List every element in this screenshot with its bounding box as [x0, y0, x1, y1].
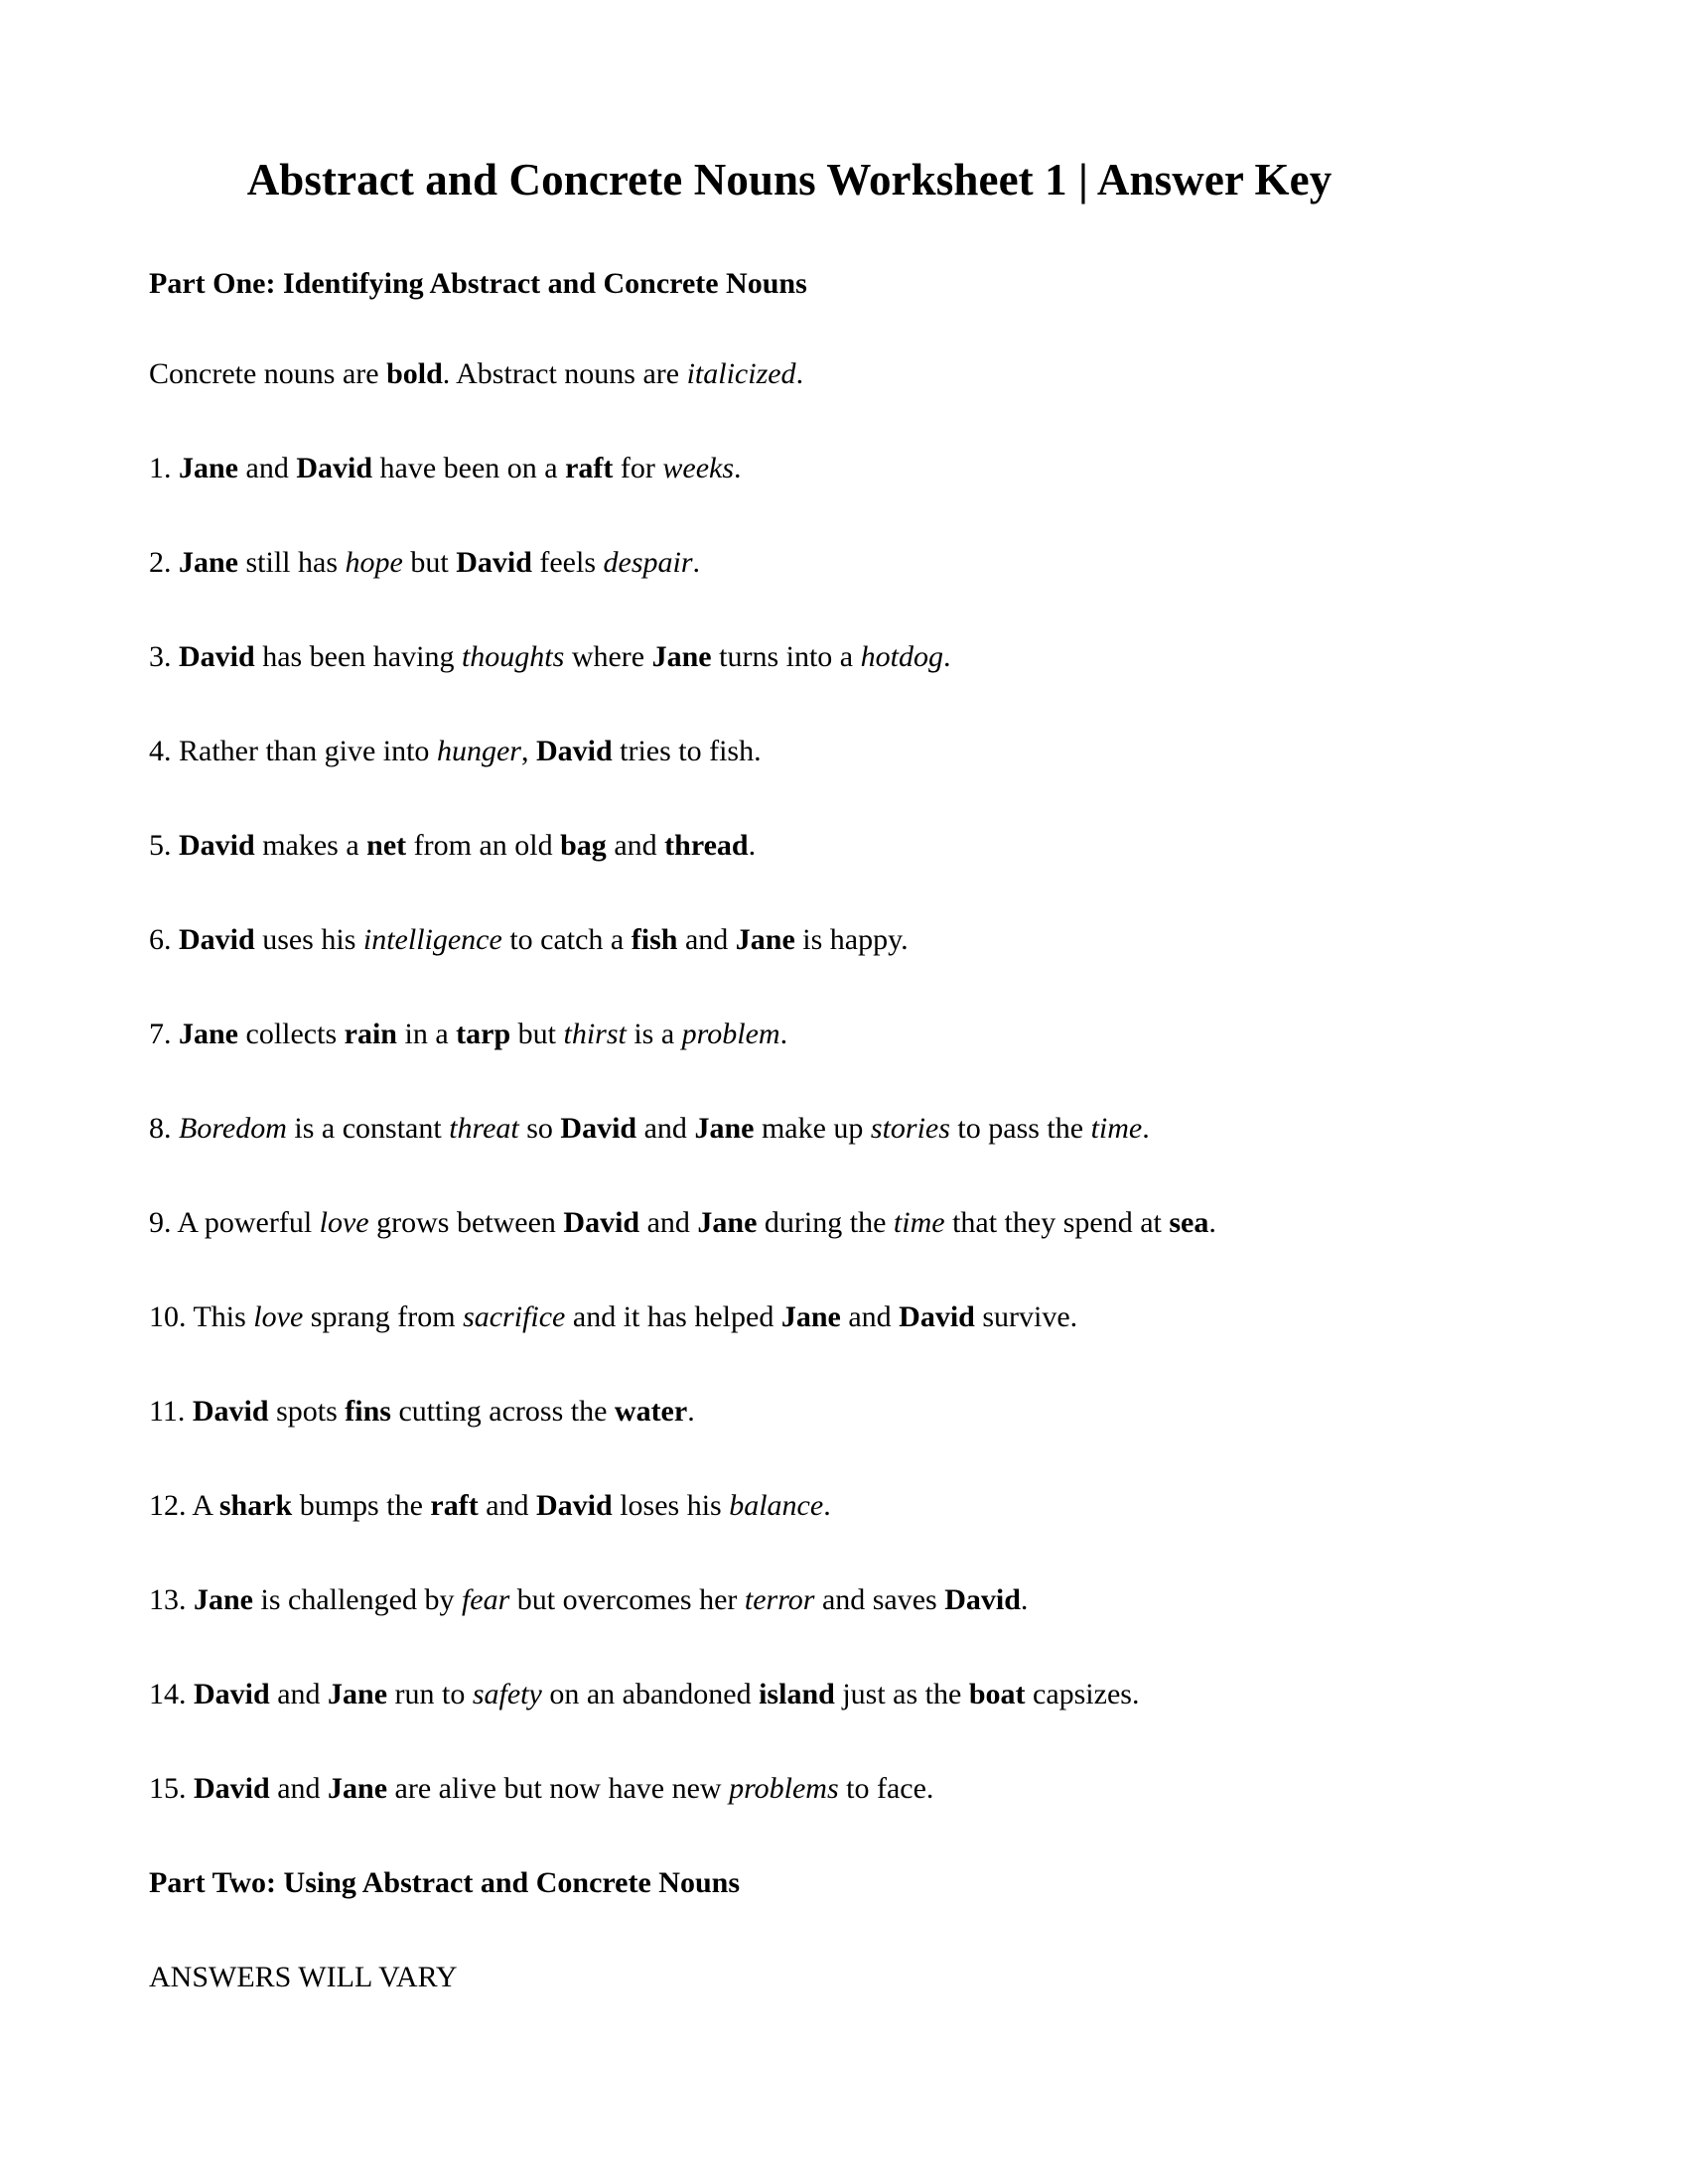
- text-segment-plain: .: [795, 357, 804, 391]
- text-segment-plain: are alive but now have new: [387, 1772, 730, 1806]
- text-segment-plain: where: [564, 640, 652, 674]
- text-segment-bold: Jane: [694, 1112, 755, 1146]
- text-segment-plain: feels: [531, 546, 604, 580]
- text-segment-italic: italicized: [686, 357, 796, 391]
- page-title: Abstract and Concrete Nouns Worksheet 1 | Answer Key: [246, 155, 1333, 205]
- text-segment-plain: 3.: [149, 640, 179, 674]
- text-segment-plain: in a: [396, 1018, 457, 1051]
- text-segment-plain: and: [238, 452, 297, 485]
- text-segment-plain: 1.: [149, 452, 179, 485]
- text-segment-bold: shark: [218, 1489, 293, 1523]
- text-segment-plain: .: [1208, 1206, 1216, 1240]
- text-segment-bold: David: [535, 735, 613, 768]
- text-segment-italic: love: [253, 1300, 304, 1334]
- text-segment-plain: 8.: [149, 1112, 179, 1146]
- text-segment-bold: tarp: [456, 1018, 511, 1051]
- text-segment-bold: water: [614, 1395, 688, 1429]
- text-segment-italic: hope: [345, 546, 403, 580]
- text-segment-plain: .: [779, 1018, 788, 1051]
- text-segment-italic: problem: [681, 1018, 780, 1051]
- text-segment-bold: Jane: [735, 923, 795, 957]
- list-item: [149, 922, 1539, 958]
- text-segment-bold: David: [563, 1206, 640, 1240]
- text-segment-plain: sprang from: [303, 1300, 464, 1334]
- text-segment-plain: 13.: [149, 1583, 194, 1617]
- text-segment-italic: hotdog: [860, 640, 943, 674]
- list-item: [149, 639, 1539, 675]
- text-segment-plain: .: [687, 1395, 695, 1429]
- text-segment-plain: still has: [238, 546, 346, 580]
- text-segment-plain: and: [269, 1678, 329, 1711]
- text-segment-bold: sea: [1169, 1206, 1209, 1240]
- text-segment-bold: net: [366, 829, 407, 863]
- list-item: [149, 545, 1539, 581]
- text-segment-plain: 11.: [149, 1395, 193, 1429]
- text-segment-italic: balance: [729, 1489, 824, 1523]
- text-segment-bold: David: [560, 1112, 637, 1146]
- text-segment-italic: love: [319, 1206, 369, 1240]
- text-segment-bold: David: [194, 1678, 270, 1711]
- text-segment-plain: and: [269, 1772, 329, 1806]
- text-segment-plain: and: [639, 1206, 698, 1240]
- list-item: [149, 1205, 1539, 1241]
- text-segment-italic: weeks: [662, 452, 735, 485]
- list-item: [149, 1299, 1539, 1335]
- text-segment-italic: despair: [603, 546, 693, 580]
- text-segment-italic: threat: [449, 1112, 519, 1146]
- text-segment-bold: raft: [565, 452, 614, 485]
- text-segment-bold: Jane: [697, 1206, 758, 1240]
- text-segment-italic: stories: [870, 1112, 950, 1146]
- text-segment-plain: .: [823, 1489, 831, 1523]
- text-segment-plain: and saves: [814, 1583, 945, 1617]
- text-segment-plain: is a constant: [286, 1112, 450, 1146]
- text-segment-plain: has been having: [254, 640, 462, 674]
- list-spacer: [149, 1807, 1539, 1865]
- text-segment-plain: 12. A: [149, 1489, 219, 1523]
- text-segment-plain: 2.: [149, 546, 179, 580]
- text-segment-bold: Jane: [780, 1300, 841, 1334]
- part-one-heading: Part One: Identifying Abstract and Concrete Nouns: [149, 267, 807, 301]
- text-segment-bold: Jane: [651, 640, 712, 674]
- text-segment-italic: intelligence: [362, 923, 502, 957]
- text-segment-bold: David: [192, 1395, 269, 1429]
- text-segment-plain: 6.: [149, 923, 179, 957]
- list-item: [149, 828, 1539, 864]
- text-segment-plain: .: [942, 640, 951, 674]
- text-segment-bold: Jane: [328, 1772, 388, 1806]
- list-item: [149, 1582, 1539, 1618]
- text-segment-plain: during the: [757, 1206, 894, 1240]
- text-segment-plain: survive.: [974, 1300, 1078, 1334]
- text-segment-italic: hunger: [436, 735, 521, 768]
- list-item: [149, 1677, 1539, 1712]
- text-segment-plain: and it has helped: [565, 1300, 781, 1334]
- text-segment-italic: safety: [472, 1678, 542, 1711]
- text-segment-bold: Jane: [328, 1678, 388, 1711]
- text-segment-bold: thread: [664, 829, 749, 863]
- text-segment-italic: time: [1090, 1112, 1143, 1146]
- list-item: [149, 1017, 1539, 1052]
- list-item: [149, 734, 1539, 769]
- text-segment-plain: .: [1020, 1583, 1029, 1617]
- text-segment-plain: tries to fish.: [612, 735, 762, 768]
- text-segment-italic: thirst: [563, 1018, 627, 1051]
- text-segment-plain: . Abstract nouns are: [442, 357, 687, 391]
- text-segment-italic: terror: [744, 1583, 815, 1617]
- text-segment-plain: 10. This: [149, 1300, 254, 1334]
- text-segment-plain: cutting across the: [390, 1395, 615, 1429]
- text-segment-plain: turns into a: [711, 640, 861, 674]
- text-segment-bold: Jane: [179, 546, 238, 580]
- instructions-spacer: [149, 392, 1539, 451]
- text-segment-plain: that they spend at: [944, 1206, 1170, 1240]
- text-segment-bold: fins: [345, 1395, 391, 1429]
- list-item: [149, 1111, 1539, 1147]
- answer-item-list: [149, 451, 1539, 1807]
- text-segment-plain: is happy.: [794, 923, 909, 957]
- text-segment-plain: have been on a: [372, 452, 566, 485]
- text-segment-plain: is challenged by: [253, 1583, 462, 1617]
- text-segment-plain: is a: [626, 1018, 682, 1051]
- text-segment-bold: Jane: [194, 1583, 253, 1617]
- text-segment-plain: bumps the: [292, 1489, 431, 1523]
- text-segment-bold: island: [759, 1678, 835, 1711]
- text-segment-bold: David: [179, 829, 255, 863]
- text-segment-plain: to pass the: [949, 1112, 1091, 1146]
- text-segment-plain: run to: [387, 1678, 473, 1711]
- text-segment-plain: capsizes.: [1025, 1678, 1140, 1711]
- text-segment-plain: and: [606, 829, 665, 863]
- list-item: [149, 1771, 1539, 1807]
- text-segment-plain: .: [748, 829, 757, 863]
- heading-spacer-two: [149, 1901, 1539, 1960]
- text-segment-bold: raft: [430, 1489, 479, 1523]
- text-segment-plain: to catch a: [501, 923, 632, 957]
- text-segment-bold: boat: [968, 1678, 1026, 1711]
- text-segment-plain: make up: [754, 1112, 871, 1146]
- text-segment-plain: 9. A powerful: [149, 1206, 320, 1240]
- text-segment-italic: Boredom: [179, 1112, 287, 1146]
- heading-spacer-one: [149, 302, 1539, 356]
- text-segment-bold: Jane: [179, 452, 238, 485]
- text-segment-plain: .: [692, 546, 701, 580]
- text-segment-plain: from an old: [406, 829, 561, 863]
- text-segment-bold: David: [536, 1489, 613, 1523]
- list-item: [149, 1488, 1539, 1524]
- text-segment-plain: 4. Rather than give into: [149, 735, 437, 768]
- text-segment-plain: spots: [268, 1395, 346, 1429]
- text-segment-italic: sacrifice: [463, 1300, 566, 1334]
- text-segment-bold: bag: [560, 829, 607, 863]
- text-segment-plain: 15.: [149, 1772, 194, 1806]
- text-segment-plain: Concrete nouns are: [149, 357, 387, 391]
- text-segment-plain: loses his: [612, 1489, 730, 1523]
- text-segment-bold: Jane: [179, 1018, 238, 1051]
- text-segment-italic: time: [893, 1206, 945, 1240]
- text-segment-plain: and: [677, 923, 736, 957]
- text-segment-plain: 14.: [149, 1678, 194, 1711]
- text-segment-bold: bold: [386, 357, 443, 391]
- text-segment-bold: David: [899, 1300, 975, 1334]
- instructions-line: [149, 356, 1539, 392]
- text-segment-plain: but: [510, 1018, 564, 1051]
- text-segment-plain: and: [840, 1300, 900, 1334]
- text-segment-plain: and: [636, 1112, 695, 1146]
- text-segment-plain: collects: [238, 1018, 345, 1051]
- text-segment-bold: David: [194, 1772, 270, 1806]
- text-segment-plain: so: [518, 1112, 561, 1146]
- text-segment-plain: for: [613, 452, 663, 485]
- text-segment-plain: .: [734, 452, 742, 485]
- list-item: [149, 1394, 1539, 1430]
- part-two-answer: ANSWERS WILL VARY: [149, 1961, 458, 1994]
- text-segment-italic: fear: [461, 1583, 510, 1617]
- document-content: [149, 154, 1539, 1995]
- text-segment-bold: fish: [631, 923, 678, 957]
- text-segment-italic: thoughts: [461, 640, 565, 674]
- text-segment-plain: .: [1142, 1112, 1150, 1146]
- text-segment-plain: 5.: [149, 829, 179, 863]
- text-segment-plain: makes a: [254, 829, 367, 863]
- text-segment-bold: rain: [344, 1018, 397, 1051]
- text-segment-plain: 7.: [149, 1018, 179, 1051]
- text-segment-bold: David: [179, 923, 255, 957]
- text-segment-italic: problems: [729, 1772, 839, 1806]
- text-segment-plain: on an abandoned: [541, 1678, 760, 1711]
- title-spacer: [149, 206, 1539, 266]
- text-segment-plain: ,: [520, 735, 536, 768]
- text-segment-plain: just as the: [834, 1678, 969, 1711]
- text-segment-bold: David: [179, 640, 255, 674]
- text-segment-plain: but: [402, 546, 457, 580]
- list-item: [149, 451, 1539, 486]
- text-segment-plain: uses his: [254, 923, 363, 957]
- text-segment-bold: David: [296, 452, 373, 485]
- part-two-heading: Part Two: Using Abstract and Concrete Nouns: [149, 1866, 741, 1900]
- text-segment-plain: and: [478, 1489, 537, 1523]
- text-segment-bold: David: [944, 1583, 1021, 1617]
- text-segment-plain: grows between: [368, 1206, 564, 1240]
- text-segment-bold: David: [456, 546, 532, 580]
- text-segment-plain: but overcomes her: [509, 1583, 745, 1617]
- text-segment-plain: to face.: [838, 1772, 934, 1806]
